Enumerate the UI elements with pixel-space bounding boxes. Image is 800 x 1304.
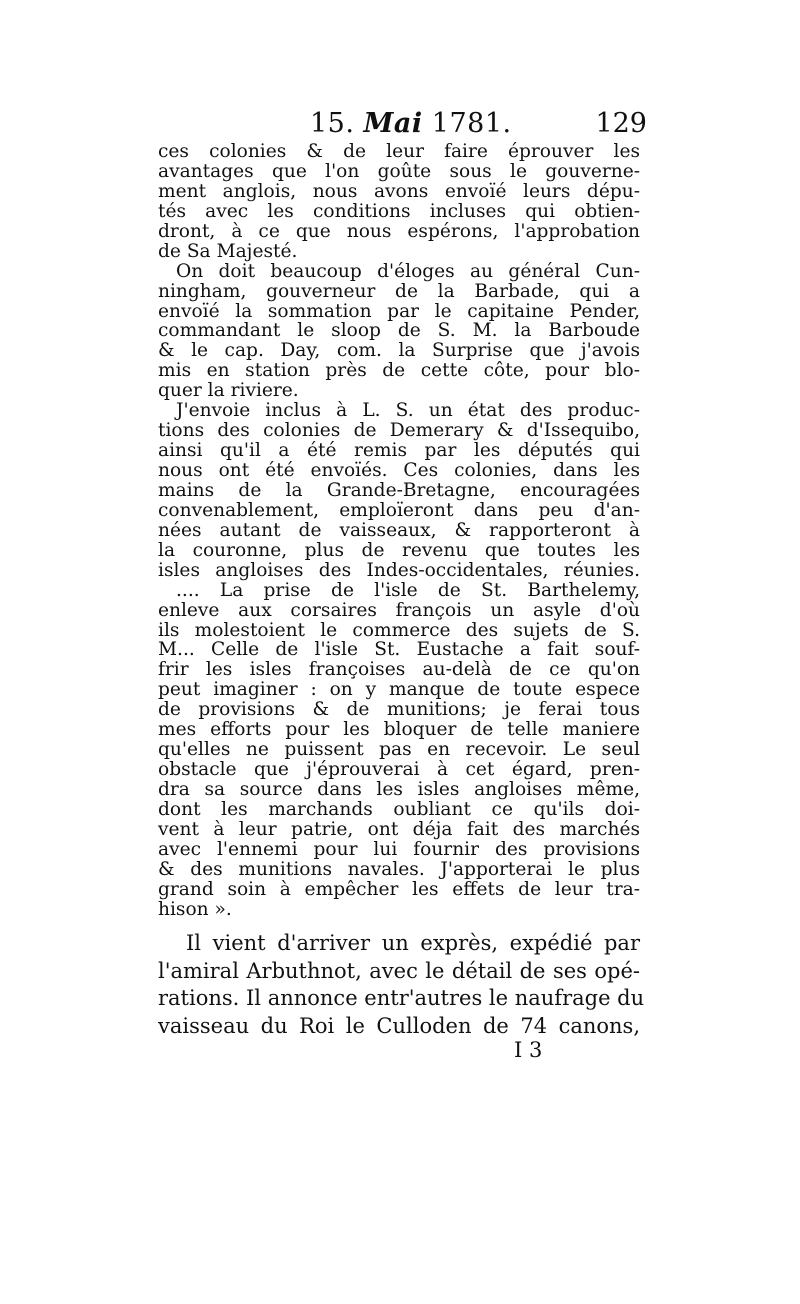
text-line: peut imaginer : on y manque de toute espece	[158, 679, 640, 701]
text-line: ils molestoient le commerce des sujets de S.	[158, 619, 640, 641]
text-line: dont les marchands oubliant ce qu'ils doi-	[158, 798, 640, 820]
news-paragraph	[158, 930, 645, 1040]
text-line: nées autant de vaisseaux, & rapporteront à	[158, 519, 640, 541]
text-line: ainsi qu'il a été remis par les députés qui	[158, 440, 640, 462]
text-line: ment anglois, nous avons envoïé leurs dépu-	[158, 180, 640, 202]
page-number: 129	[595, 108, 647, 139]
text-line: & des munitions navales. J'apporterai le plus	[158, 858, 640, 880]
signature-mark: I 3	[514, 1038, 543, 1062]
text-line: ces colonies & de leur faire éprouver les	[158, 141, 640, 162]
text-line: l'amiral Arbuthnot, avec le détail de ses opé-	[158, 958, 640, 983]
title-day: 15.	[310, 108, 355, 139]
text-line: quer la riviere.	[158, 380, 299, 402]
text-line: avec l'ennemi pour lui fournir des provisions	[158, 838, 640, 860]
text-line: frir les isles françoises au-delà de ce qu'on	[158, 659, 640, 681]
text-line: nous ont été envoïés. Ces colonies, dans les	[158, 460, 640, 481]
text-line: tés avec les conditions incluses qui obtien-	[158, 200, 640, 222]
text-line: mes efforts pour les bloquer de telle maniere	[158, 719, 640, 741]
text-line: la couronne, plus de revenu que toutes les	[158, 539, 640, 561]
letter-text	[158, 142, 640, 920]
text-line: vent à leur patrie, ont déja fait des marchés	[158, 818, 640, 840]
text-line: isles angloises des Indes-occidentales, réunies.	[158, 559, 640, 581]
text-line: M... Celle de l'isle St. Eustache a fait souf-	[158, 639, 640, 661]
text-line: ningham, gouverneur de la Barbade, qui a	[158, 280, 640, 302]
text-line: commandant le sloop de S. M. la Barboude	[158, 320, 640, 342]
text-line: J'envoie inclus à L. S. un état des produc-	[176, 400, 640, 422]
text-line: On doit beaucoup d'éloges au général Cun-	[176, 260, 640, 282]
text-line: convenablement, emploïeront dans peu d'an-	[158, 499, 640, 521]
text-line: rations. Il annonce entr'autres le naufrage du	[158, 986, 645, 1010]
text-line: hison ».	[158, 898, 232, 920]
text-line: dront, à ce que nous espérons, l'approbation	[158, 220, 640, 242]
text-line: de provisions & de munitions; je ferai tous	[158, 699, 640, 721]
text-line: obstacle que j'éprouverai à cet égard, pren-	[158, 759, 640, 781]
text-line: mis en station près de cette côte, pour blo-	[158, 360, 640, 382]
text-line: qu'elles ne puissent pas en recevoir. Le seul	[158, 739, 640, 761]
text-line: de Sa Majesté.	[158, 240, 298, 262]
page-header	[160, 108, 645, 140]
text-line: mains de la Grande-Bretagne, encouragées	[158, 479, 640, 501]
text-line: vaisseau du Roi le Culloden de 74 canons,	[158, 1013, 640, 1038]
title-month: Mai	[363, 108, 423, 139]
text-line: envoïé la sommation par le capitaine Pender,	[158, 300, 640, 322]
text-line: Il vient d'arriver un exprès, expédié par	[186, 931, 640, 955]
text-line: tions des colonies de Demerary & d'Issequibo,	[158, 420, 640, 442]
text-line: avantages que l'on goûte sous le gouverne-	[158, 160, 640, 182]
text-line: .... La prise de l'isle de St. Barthelemy,	[176, 579, 640, 601]
text-line: enleve aux corsaires françois un asyle d'où	[158, 599, 640, 621]
text-line: dra sa source dans les isles angloises même,	[158, 779, 640, 800]
text-line: & le cap. Day, com. la Surprise que j'avois	[158, 340, 640, 362]
title-year: 1781.	[431, 108, 512, 139]
text-line: grand soin à empêcher les effets de leur tra-	[158, 878, 640, 900]
running-title	[310, 108, 512, 139]
